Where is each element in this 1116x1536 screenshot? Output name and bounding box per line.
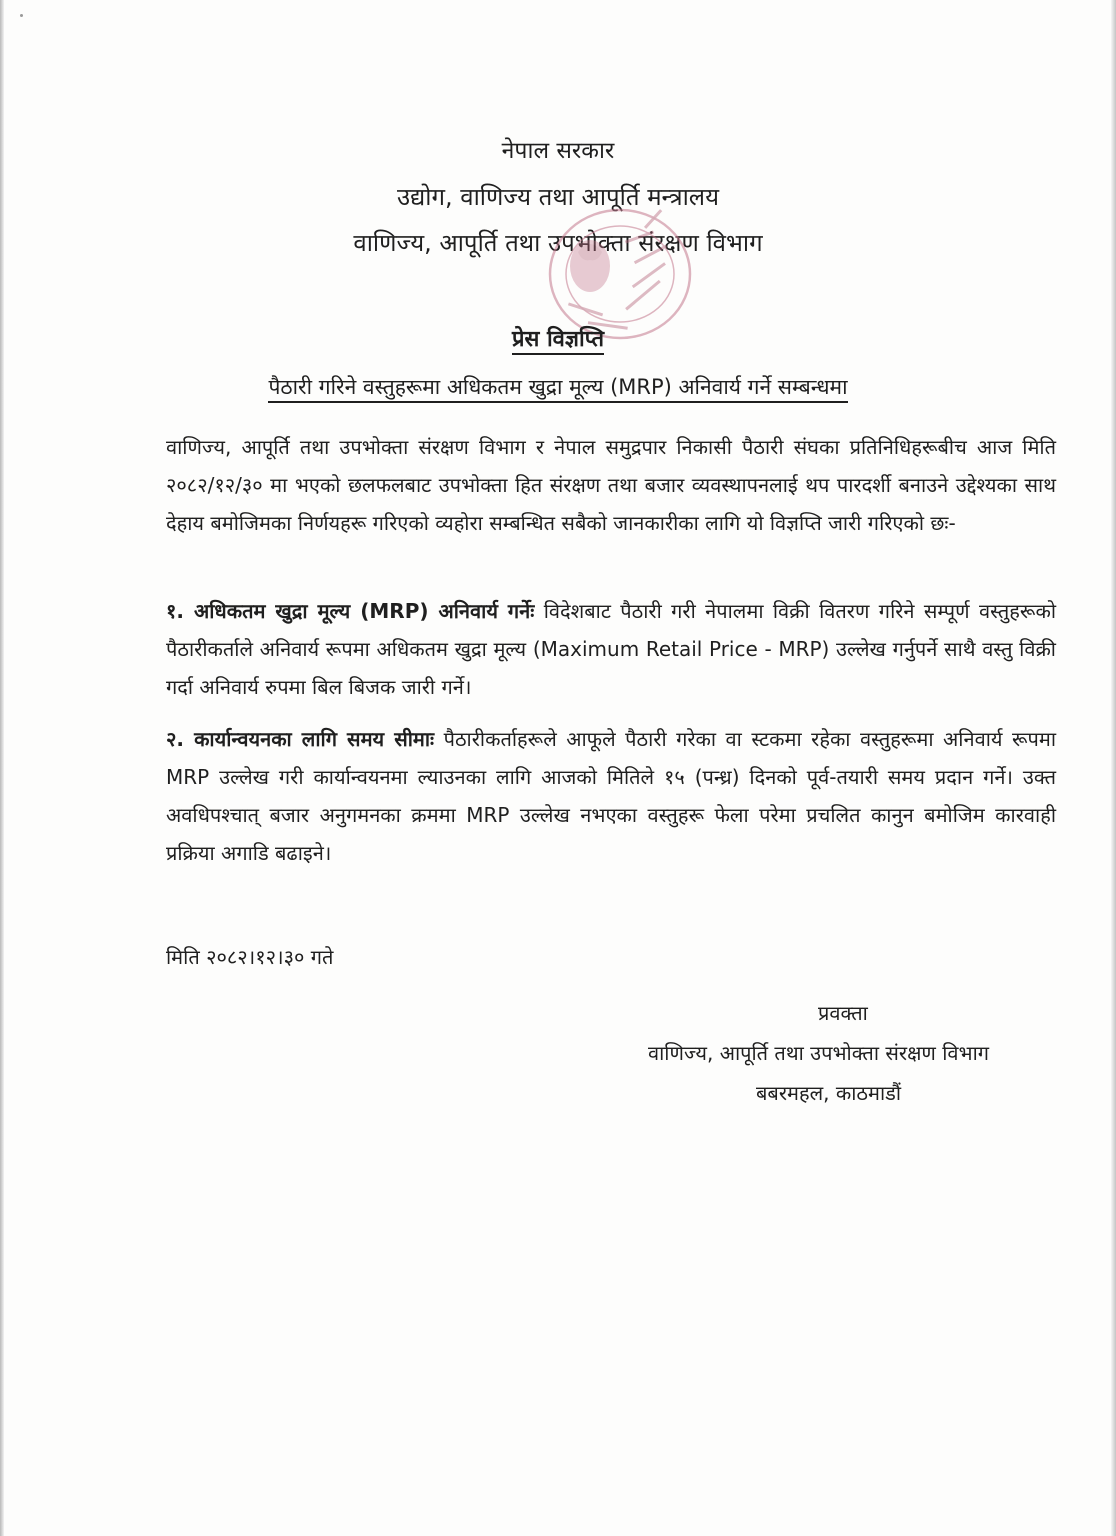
decision-point-two-body: पैठारीकर्ताहरूले आफूले पैठारी गरेका वा स्टकमा रहेका वस्तुहरूमा अनिवार्य रूपमा MRP उल्लेख गरी कार्यान्वयनमा ल्याउनका लागि आजको मितिले १५ (पन्ध्र) दिनको पूर्व-तयारी समय प्रदान गर्ने। उक्त अवधिपश्चात् बजार अनुगमनका क्रममा MRP उल्लेख नभएका वस्तुहरू फेला परेमा प्रचलित कानुन बमोजिम कारवाही प्रक्रिया अगाडि बढाइने। [166,727,1056,865]
decision-point-one [166,592,1056,706]
press-release-title [0,322,1116,358]
signature-place: बबरमहल, काठमाडौं [756,1081,902,1105]
decision-point-two [166,720,1056,872]
release-date: मिति २०८२।१२।३० गते [166,945,334,969]
spokesperson-title: प्रवक्ता [818,1001,868,1025]
intro-paragraph: वाणिज्य, आपूर्ति तथा उपभोक्ता संरक्षण विभाग र नेपाल समुद्रपार निकासी पैठारी संघका प्रतिनिधिहरूबीच आज मिति २०८२/१२/३० मा भएको छलफलबाट उपभोक्ता हित संरक्षण तथा बजार व्यवस्थापनलाई थप पारदर्शी बनाउने उद्देश्यका साथ देहाय बमोजिमका निर्णयहरू गरिएको व्यहोरा सम्बन्धित सबैको जानकारीका लागि यो विज्ञप्ति जारी गरिएको छः- [166,435,1056,535]
seal-emblem [570,240,610,292]
signature-department: वाणिज्य, आपूर्ति तथा उपभोक्ता संरक्षण विभाग [648,1041,990,1065]
decision-point-two-title: २. कार्यान्वयनका लागि समय सीमाः [166,727,435,751]
decision-point-one-title: १. अधिकतम खुद्रा मूल्य (MRP) अनिवार्य गर्नेः [166,599,535,623]
scan-speck [20,14,23,17]
government-name: नेपाल सरकार [501,138,615,164]
press-release-title-text: प्रेस विज्ञप्ति [512,327,604,355]
decision-point-one-body: विदेशबाट पैठारी गरी नेपालमा विक्री वितरण गरिने सम्पूर्ण वस्तुहरूको पैठारीकर्ताले अनिवार्य रूपमा अधिकतम खुद्रा मूल्य (Maximum Retail Price - MRP) उल्लेख गर्नुपर्ने साथै वस्तु विक्री गर्दा अनिवार्य रुपमा बिल बिजक जारी गर्ने। [166,599,1056,699]
department-name: वाणिज्य, आपूर्ति तथा उपभोक्ता संरक्षण विभाग [353,229,763,257]
ministry-name: उद्योग, वाणिज्य तथा आपूर्ति मन्त्रालय [396,183,720,211]
press-release-subject-text: पैठारी गरिने वस्तुहरूमा अधिकतम खुद्रा मूल्य (MRP) अनिवार्य गर्ने सम्बन्धमा [268,375,847,403]
press-release-subject [0,370,1116,404]
